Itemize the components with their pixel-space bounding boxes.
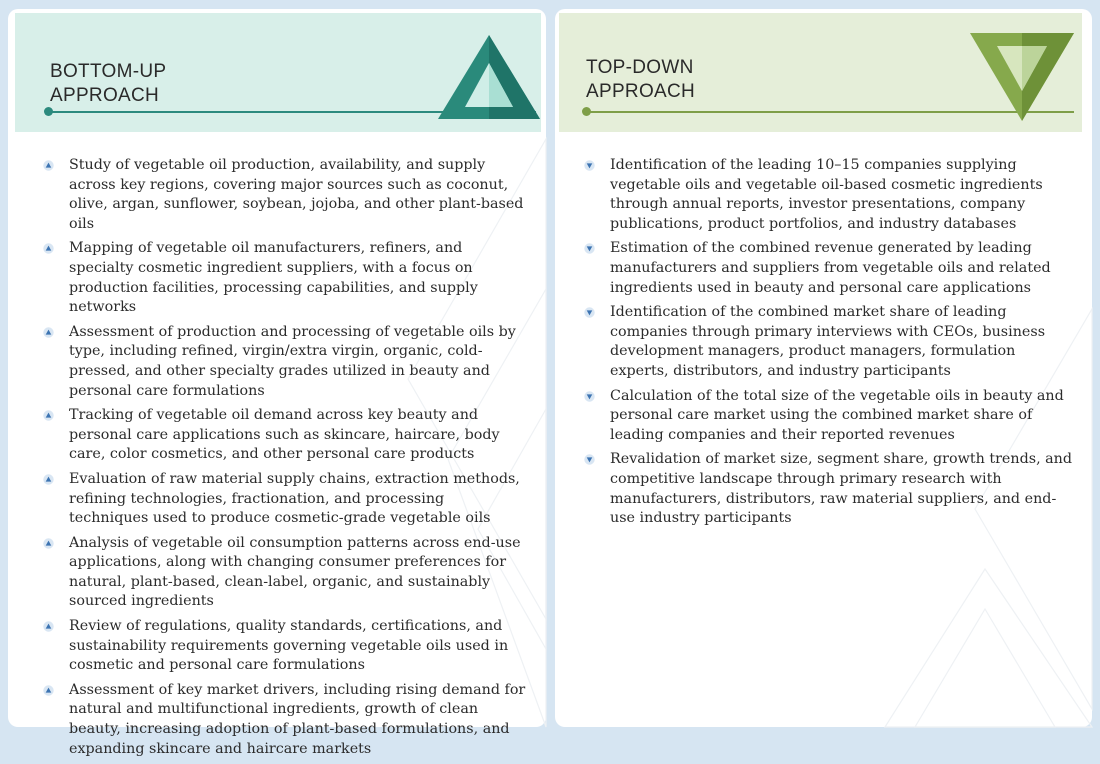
divider-dot bbox=[44, 107, 53, 116]
triangle-down-icon bbox=[969, 31, 1075, 123]
list-item-text: Mapping of vegetable oil manufacturers, refiners, and specialty cosmetic ingredient suppliers, with a focus on production facilities, processing capabilities, and supply networks bbox=[69, 240, 478, 316]
list-item-text: Revalidation of market size, segment share, growth trends, and competitive landscape through primary research with manufacturers, distributors, raw material suppliers, and end-use industry participants bbox=[610, 451, 1073, 527]
list-item bbox=[8, 239, 546, 317]
top-down-title bbox=[586, 56, 695, 104]
list-item bbox=[555, 239, 1092, 298]
bullet-up-icon bbox=[43, 160, 54, 171]
list-item bbox=[555, 156, 1092, 234]
list-item bbox=[8, 681, 546, 759]
list-item bbox=[555, 450, 1092, 528]
triangle-up-icon bbox=[437, 33, 541, 121]
list-item bbox=[555, 387, 1092, 446]
list-item bbox=[8, 323, 546, 401]
list-item bbox=[8, 156, 546, 234]
list-item bbox=[555, 303, 1092, 381]
title-line-2: APPROACH bbox=[50, 85, 160, 106]
list-item-text: Tracking of vegetable oil demand across key beauty and personal care applications such as skincare, haircare, body care, color cosmetics, and other personal care products bbox=[69, 407, 500, 463]
bottom-up-title bbox=[50, 60, 166, 108]
list-item-text: Calculation of the total size of the vegetable oils in beauty and personal care market using the combined market share of leading companies and their reported revenues bbox=[610, 387, 1064, 443]
divider-dot bbox=[582, 107, 591, 116]
list-item bbox=[8, 470, 546, 529]
list-item-text: Assessment of key market drivers, including rising demand for natural and multifunctional ingredients, growth of clean beauty, increasing adoption of plant-based formulations, and expanding skincare and haircare markets bbox=[69, 681, 526, 757]
bottom-up-list bbox=[8, 156, 546, 764]
title-line-1: BOTTOM-UP bbox=[50, 61, 167, 82]
top-down-list bbox=[555, 156, 1092, 534]
bullet-down-icon bbox=[584, 391, 595, 402]
bullet-up-icon bbox=[43, 243, 54, 254]
bottom-up-panel bbox=[8, 9, 546, 757]
top-down-panel bbox=[555, 9, 1092, 727]
bullet-up-icon bbox=[43, 621, 54, 632]
bullet-up-icon bbox=[43, 410, 54, 421]
list-item-text: Assessment of production and processing of vegetable oils by type, including refined, virgin/extra virgin, organic, cold-pressed, and other specialty grades utilized in beauty and personal care formulations bbox=[69, 323, 516, 399]
bullet-up-icon bbox=[43, 327, 54, 338]
bullet-down-icon bbox=[584, 160, 595, 171]
title-line-2: APPROACH bbox=[586, 81, 696, 102]
bullet-up-icon bbox=[43, 685, 54, 696]
list-item-text: Analysis of vegetable oil consumption patterns across end-use applications, along with changing consumer preferences for natural, plant-based, clean-label, organic, and sustainably sourced ingredients bbox=[69, 534, 521, 610]
bullet-down-icon bbox=[584, 454, 595, 465]
bullet-down-icon bbox=[584, 307, 595, 318]
bullet-down-icon bbox=[584, 243, 595, 254]
bottom-up-header bbox=[15, 13, 541, 132]
list-item-text: Estimation of the combined revenue generated by leading manufacturers and suppliers from vegetable oils and related ingredients used in beauty and personal care applications bbox=[610, 240, 1051, 296]
top-down-header bbox=[559, 13, 1082, 132]
title-line-1: TOP-DOWN bbox=[586, 57, 694, 78]
bullet-up-icon bbox=[43, 474, 54, 485]
list-item-text: Evaluation of raw material supply chains, extraction methods, refining technologies, fractionation, and processing techniques used to produce cosmetic-grade vegetable oils bbox=[69, 470, 520, 527]
list-item bbox=[8, 617, 546, 676]
list-item-text: Identification of the leading 10–15 companies supplying vegetable oils and vegetable oil-based cosmetic ingredients through annual reports, investor presentations, company publications, product portfolios, and industry databases bbox=[610, 157, 1043, 232]
bullet-up-icon bbox=[43, 538, 54, 549]
list-item-text: Review of regulations, quality standards, certifications, and sustainability requirements governing vegetable oils used in cosmetic and personal care formulations bbox=[69, 618, 509, 674]
list-item bbox=[8, 534, 546, 612]
list-item-text: Identification of the combined market share of leading companies through primary interviews with CEOs, business development managers, product managers, formulation experts, distributors, and industry participants bbox=[610, 304, 1046, 379]
list-item bbox=[8, 406, 546, 465]
list-item-text: Study of vegetable oil production, availability, and supply across key regions, covering major sources such as coconut, olive, argan, sunflower, soybean, jojoba, and other plant-based oils bbox=[69, 157, 524, 232]
